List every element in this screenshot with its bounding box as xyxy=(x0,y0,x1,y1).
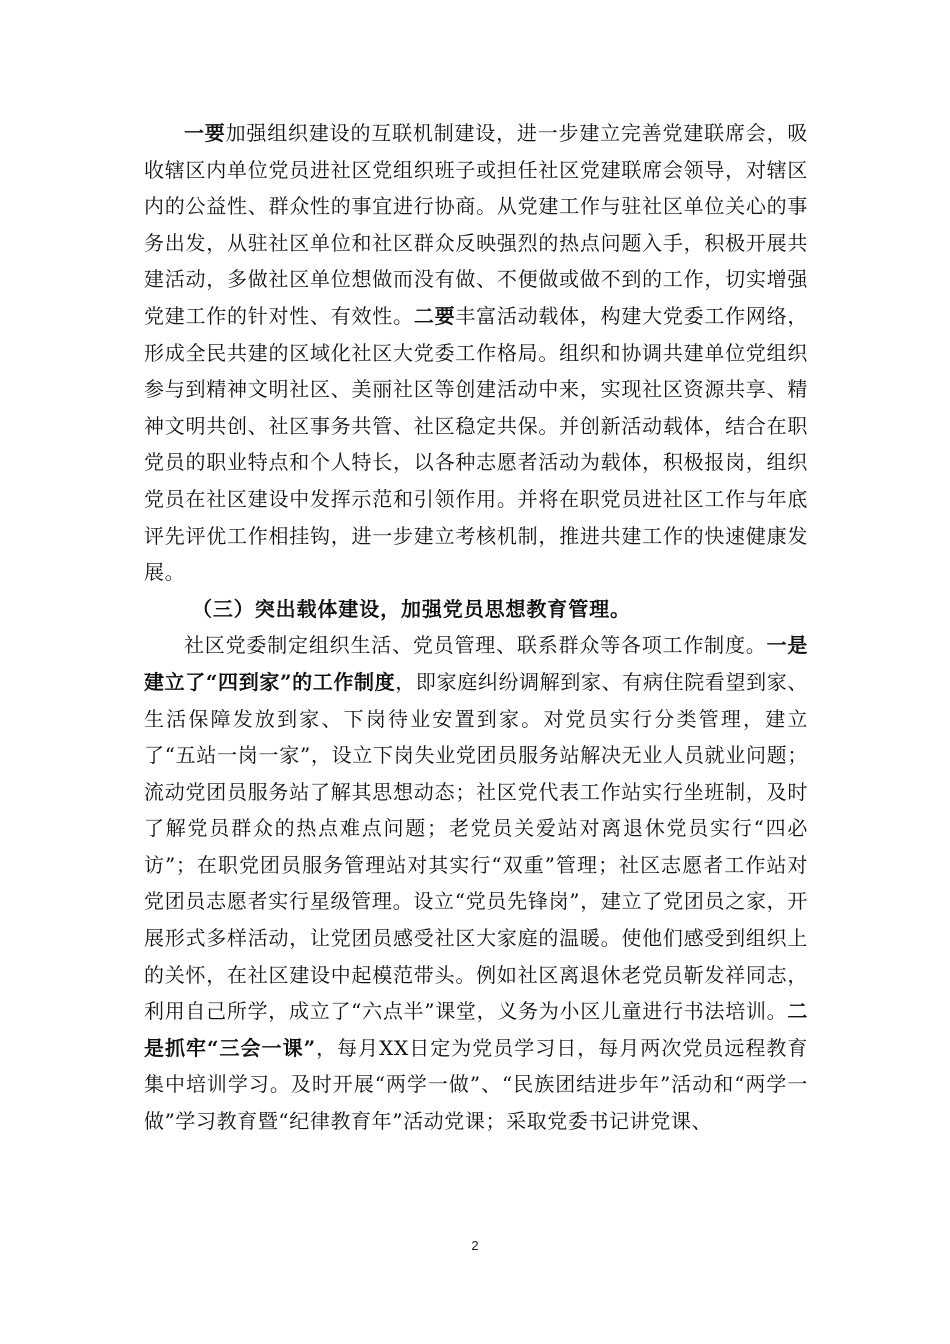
paragraph-shared-building xyxy=(144,115,808,591)
emphasis-second-requirement: 二要 xyxy=(413,303,456,328)
paragraph-text: 丰富活动载体，构建大党委工作网络，形成全民共建的区域化社区大党委工作格局。组织和协调共建单位党组织参与到精神文明社区、美丽社区等创建活动中来，实现社区资源共享、精神文明共创、社区事务共管、社区稳定共保。并创新活动载体，结合在职党员的职业特点和个人特长，以各种志愿者活动为载体，积极报岗，组织党员在社区建设中发挥示范和引领作用。并将在职党员进社区工作与年底评先评优工作相挂钩，进一步建立考核机制，推进共建工作的快速健康发展。 xyxy=(144,303,808,585)
page-number: 2 xyxy=(471,1238,479,1253)
section-heading: （三）突出载体建设，加强党员思想教育管理。 xyxy=(192,596,631,621)
emphasis-second-point: 二是抓牢“三会一课” xyxy=(144,999,808,1060)
paragraph-education-management xyxy=(144,627,808,1139)
paragraph-text: 加强组织建设的互联机制建设，进一步建立完善党建联席会，吸收辖区内单位党员进社区党组织班子或担任社区党建联席会领导，对辖区内的公益性、群众性的事宜进行协商。从党建工作与驻社区单位关心的事务出发，从驻社区单位和社区群众反映强烈的热点问题入手，积极开展共建活动，多做社区单位想做而没有做、不便做或做不到的工作，切实增强党建工作的针对性、有效性。 xyxy=(144,121,808,328)
emphasis-first-requirement: 一要 xyxy=(184,121,226,145)
paragraph-text: 社区党委制定组织生活、党员管理、联系群众等各项工作制度。 xyxy=(184,633,767,658)
emphasis-first-point: 一是建立了“四到家”的工作制度 xyxy=(144,633,808,694)
body-text xyxy=(144,115,808,1140)
paragraph-text: ，每月XX日定为党员学习日，每月两次党员远程教育集中培训学习。及时开展“两学一做”、“民族团结进步年”活动和“两学一做”学习教育暨“纪律教育年”活动党课；采取党委书记讲党课、 xyxy=(144,1035,808,1134)
paragraph-text: ，即家庭纠纷调解到家、有病住院看望到家、生活保障发放到家、下岗待业安置到家。对党员实行分类管理，建立了“五站一岗一家”，设立下岗失业党团员服务站解决无业人员就业问题；流动党团员服务站了解其思想动态；社区党代表工作站实行坐班制，及时了解党员群众的热点难点问题；老党员关爱站对离退休党员实行“四必访”；在职党团员服务管理站对其实行“双重”管理；社区志愿者工作站对党团员志愿者实行星级管理。设立“党员先锋岗”，建立了党团员之家，开展形式多样活动，让党团员感受社区大家庭的温暖。使他们感受到组织上的关怀，在社区建设中起模范带头。例如社区离退休老党员靳发祥同志，利用自己所学，成立了“六点半”课堂，义务为小区儿童进行书法培训。 xyxy=(144,669,809,1024)
